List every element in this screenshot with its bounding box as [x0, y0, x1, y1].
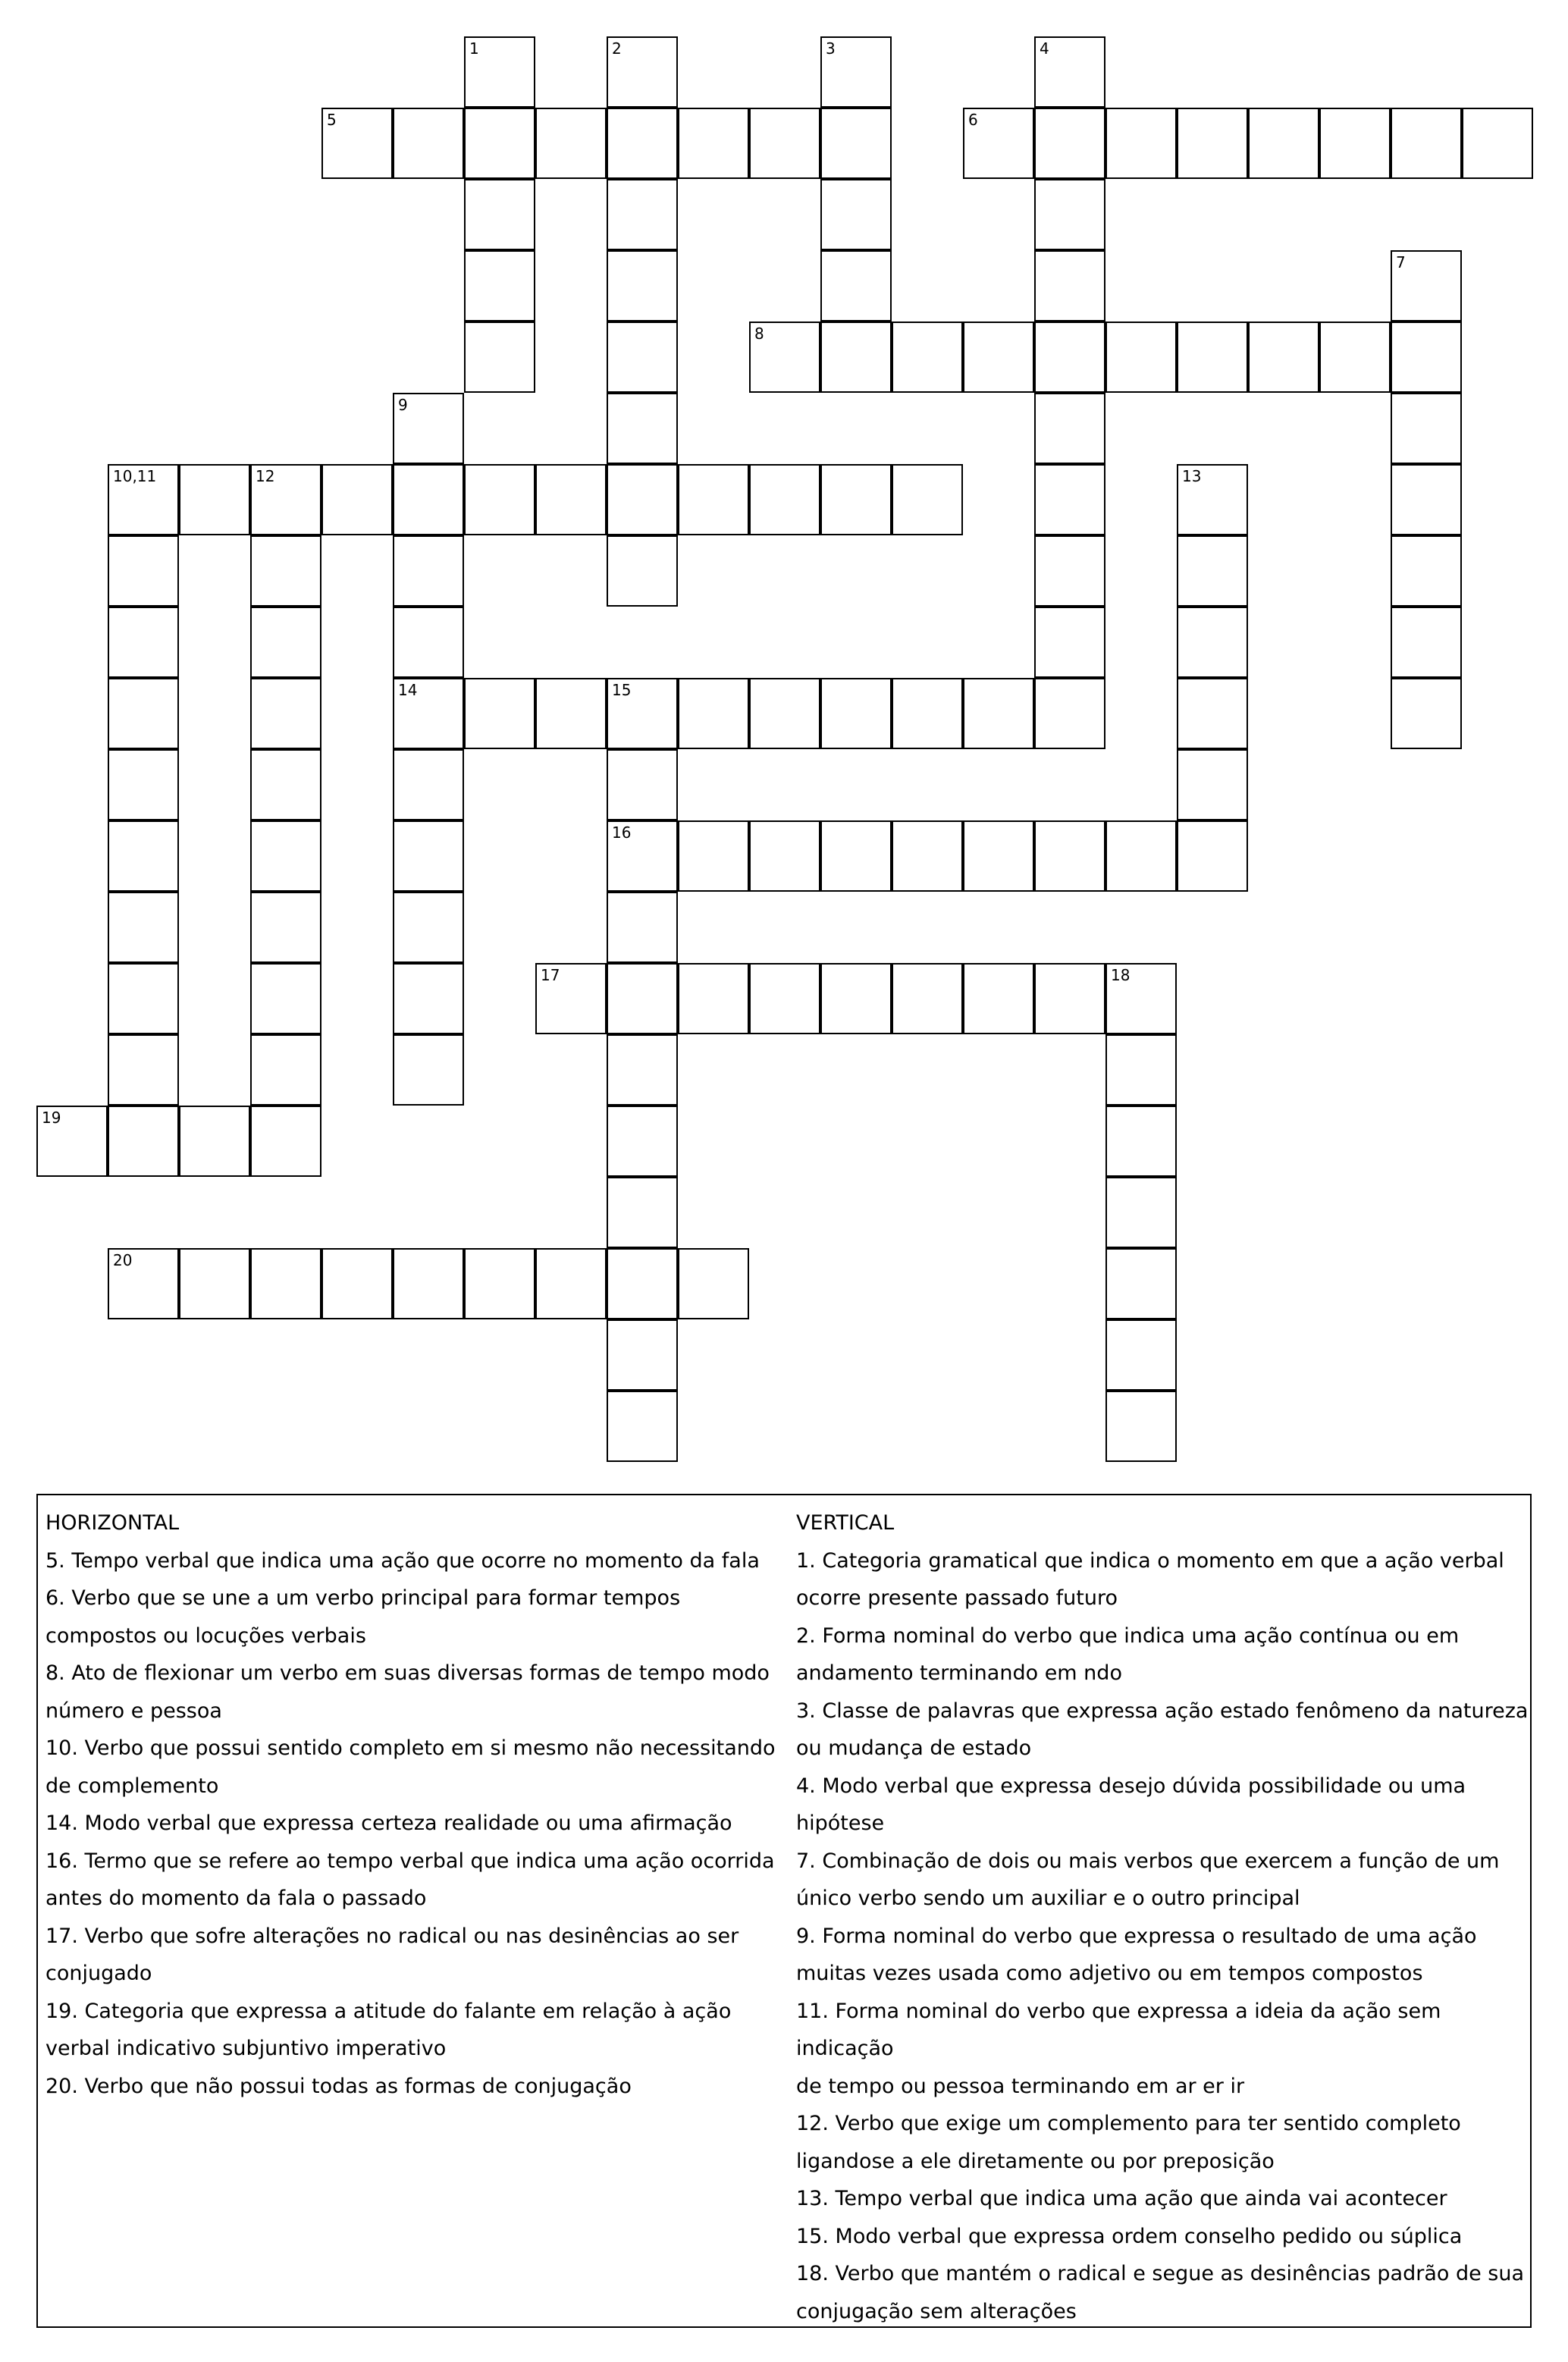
horizontal-clue-line: 19. Categoria que expressa a atitude do falante em relação à ação — [45, 1999, 732, 2023]
horizontal-clue-line: verbal indicativo subjuntivo imperativo — [45, 2037, 447, 2060]
vertical-clue-line: hipótese — [796, 1811, 885, 1835]
crossword-cell[interactable] — [749, 108, 820, 179]
crossword-cell[interactable] — [892, 678, 963, 749]
crossword-cell[interactable] — [250, 678, 321, 749]
vertical-clue-line: conjugação sem alterações — [796, 2299, 1077, 2323]
crossword-cell[interactable] — [1391, 678, 1462, 749]
crossword-cell[interactable] — [1391, 322, 1462, 393]
crossword-cell[interactable] — [108, 1034, 179, 1106]
crossword-cell[interactable] — [607, 820, 678, 892]
vertical-clue-line: 3. Classe de palavras que expressa ação estado fenômeno da natureza — [796, 1699, 1529, 1723]
crossword-cell[interactable] — [464, 36, 535, 108]
vertical-clue-line: ou mudança de estado — [796, 1736, 1032, 1760]
crossword-cell[interactable] — [820, 250, 892, 322]
crossword-cell[interactable] — [1177, 464, 1248, 535]
crossword-cell[interactable] — [179, 1248, 250, 1319]
crossword-cell[interactable] — [1034, 820, 1105, 892]
horizontal-clue-line: 16. Termo que se refere ao tempo verbal que indica uma ação ocorrida — [45, 1849, 775, 1873]
crossword-cell[interactable] — [321, 1248, 393, 1319]
crossword-cell[interactable] — [393, 678, 464, 749]
crossword-cell[interactable] — [393, 1034, 464, 1106]
vertical-clue-line: 1. Categoria gramatical que indica o momento em que a ação verbal — [796, 1548, 1504, 1573]
crossword-cell[interactable] — [250, 963, 321, 1034]
crossword-cell[interactable] — [108, 607, 179, 678]
crossword-cell[interactable] — [963, 322, 1034, 393]
crossword-cell[interactable] — [1034, 36, 1105, 108]
clue-number: 20 — [113, 1251, 133, 1269]
crossword-cell[interactable] — [250, 749, 321, 820]
crossword-cell[interactable] — [963, 820, 1034, 892]
crossword-cell[interactable] — [607, 36, 678, 108]
crossword-cell[interactable] — [820, 36, 892, 108]
clue-number: 16 — [612, 823, 632, 842]
crossword-cell[interactable] — [607, 1319, 678, 1391]
crossword-cell[interactable] — [1177, 678, 1248, 749]
crossword-cell[interactable] — [393, 607, 464, 678]
crossword-cell[interactable] — [749, 322, 820, 393]
vertical-clue-line: 18. Verbo que mantém o radical e segue as desinências padrão de sua — [796, 2262, 1525, 2285]
clue-number: 18 — [1111, 966, 1131, 984]
crossword-cell[interactable] — [678, 963, 749, 1034]
crossword-cell[interactable] — [535, 108, 607, 179]
horizontal-clue-line: 5. Tempo verbal que indica uma ação que ocorre no momento da fala — [45, 1548, 760, 1573]
crossword-cell[interactable] — [1034, 393, 1105, 464]
vertical-clue-line: andamento terminando em ndo — [796, 1661, 1122, 1685]
horizontal-clue-line: 17. Verbo que sofre alterações no radical ou nas desinências ao ser — [45, 1924, 739, 1948]
vertical-clue-line: ocorre presente passado futuro — [796, 1586, 1118, 1610]
crossword-cell[interactable] — [250, 1248, 321, 1319]
clue-number: 10,11 — [113, 467, 157, 485]
crossword-cell[interactable] — [1105, 108, 1177, 179]
clues-box — [36, 1494, 1532, 2328]
crossword-cell[interactable] — [1034, 963, 1105, 1034]
crossword-cell[interactable] — [1391, 250, 1462, 322]
crossword-cell[interactable] — [108, 1106, 179, 1177]
crossword-cell[interactable] — [678, 678, 749, 749]
crossword-cell[interactable] — [607, 1034, 678, 1106]
crossword-cell[interactable] — [820, 179, 892, 250]
crossword-cell[interactable] — [820, 963, 892, 1034]
vertical-clue-line: ligandose a ele diretamente ou por preposição — [796, 2149, 1275, 2173]
horizontal-clue-line: 20. Verbo que não possui todas as formas de conjugação — [45, 2074, 632, 2098]
vertical-clue-line: único verbo sendo um auxiliar e o outro principal — [796, 1887, 1300, 1910]
vertical-clue-line: 13. Tempo verbal que indica uma ação que ainda vai acontecer — [796, 2187, 1447, 2210]
crossword-cell[interactable] — [1105, 1319, 1177, 1391]
crossword-cell[interactable] — [892, 464, 963, 535]
crossword-cell[interactable] — [1391, 108, 1462, 179]
crossword-cell[interactable] — [1319, 108, 1391, 179]
crossword-cell[interactable] — [1177, 535, 1248, 607]
vertical-clue-line: 7. Combinação de dois ou mais verbos que exercem a função de um — [796, 1849, 1500, 1873]
clue-number: 13 — [1182, 467, 1202, 485]
horizontal-heading: HORIZONTAL — [45, 1511, 180, 1535]
crossword-cell[interactable] — [607, 678, 678, 749]
crossword-cell[interactable] — [607, 108, 678, 179]
crossword-cell[interactable] — [1034, 322, 1105, 393]
crossword-cell[interactable] — [1105, 1391, 1177, 1462]
crossword-cell[interactable] — [1034, 250, 1105, 322]
horizontal-clue-line: número e pessoa — [45, 1699, 222, 1723]
crossword-cell[interactable] — [1391, 464, 1462, 535]
crossword-cell[interactable] — [393, 820, 464, 892]
crossword-cell[interactable] — [393, 464, 464, 535]
horizontal-clue-line: de complemento — [45, 1774, 219, 1798]
crossword-cell[interactable] — [607, 393, 678, 464]
crossword-cell[interactable] — [963, 678, 1034, 749]
crossword-cell[interactable] — [250, 892, 321, 963]
crossword-cell[interactable] — [1248, 108, 1319, 179]
crossword-cell[interactable] — [1034, 179, 1105, 250]
crossword-cell[interactable] — [1391, 393, 1462, 464]
crossword-cell[interactable] — [393, 963, 464, 1034]
clue-number: 9 — [398, 396, 408, 414]
crossword-cell[interactable] — [108, 678, 179, 749]
crossword-cell[interactable] — [607, 1391, 678, 1462]
crossword-cell[interactable] — [963, 963, 1034, 1034]
crossword-cell[interactable] — [250, 1106, 321, 1177]
crossword-cell[interactable] — [678, 1248, 749, 1319]
clue-number: 2 — [612, 39, 622, 58]
clue-number: 1 — [469, 39, 479, 58]
vertical-clue-line: de tempo ou pessoa terminando em ar er ir — [796, 2074, 1245, 2098]
crossword-cell[interactable] — [607, 892, 678, 963]
crossword-cell[interactable] — [678, 464, 749, 535]
crossword-cell[interactable] — [892, 322, 963, 393]
crossword-cell[interactable] — [1177, 820, 1248, 892]
crossword-cell[interactable] — [892, 963, 963, 1034]
crossword-cell[interactable] — [321, 464, 393, 535]
vertical-clue-line: 11. Forma nominal do verbo que expressa a ideia da ação sem indicação — [796, 1999, 1441, 2060]
crossword-cell[interactable] — [1034, 678, 1105, 749]
crossword-cell[interactable] — [393, 393, 464, 464]
crossword-cell[interactable] — [321, 108, 393, 179]
crossword-cell[interactable] — [749, 820, 820, 892]
horizontal-clue-line: 8. Ato de flexionar um verbo em suas diversas formas de tempo modo — [45, 1661, 770, 1685]
crossword-cell[interactable] — [1105, 1177, 1177, 1248]
clue-number: 6 — [968, 111, 978, 129]
crossword-cell[interactable] — [1177, 749, 1248, 820]
crossword-cell[interactable] — [820, 820, 892, 892]
crossword-cell[interactable] — [749, 464, 820, 535]
crossword-cell[interactable] — [393, 108, 464, 179]
clue-number: 4 — [1040, 39, 1049, 58]
clue-number: 15 — [612, 681, 632, 699]
crossword-cell[interactable] — [1391, 535, 1462, 607]
crossword-cell[interactable] — [535, 464, 607, 535]
crossword-cell[interactable] — [1391, 607, 1462, 678]
crossword-cell[interactable] — [464, 108, 535, 179]
crossword-cell[interactable] — [1034, 108, 1105, 179]
crossword-cell[interactable] — [393, 535, 464, 607]
crossword-cell[interactable] — [108, 963, 179, 1034]
crossword-cell[interactable] — [250, 1034, 321, 1106]
crossword-cell[interactable] — [678, 108, 749, 179]
crossword-cell[interactable] — [1177, 322, 1248, 393]
crossword-cell[interactable] — [179, 1106, 250, 1177]
vertical-clue-line: muitas vezes usada como adjetivo ou em tempos compostos — [796, 1962, 1423, 1985]
vertical-clue-line: 12. Verbo que exige um complemento para ter sentido completo — [796, 2112, 1461, 2135]
crossword-cell[interactable] — [393, 892, 464, 963]
crossword-cell[interactable] — [607, 250, 678, 322]
clue-number: 7 — [1396, 253, 1406, 271]
crossword-cell[interactable] — [250, 464, 321, 535]
vertical-clue-line: 9. Forma nominal do verbo que expressa o resultado de uma ação — [796, 1924, 1477, 1948]
crossword-cell[interactable] — [607, 1177, 678, 1248]
crossword-cell[interactable] — [820, 678, 892, 749]
crossword-cell[interactable] — [1462, 108, 1533, 179]
crossword-cell[interactable] — [108, 892, 179, 963]
crossword-cell[interactable] — [607, 1106, 678, 1177]
crossword-cell[interactable] — [1177, 108, 1248, 179]
crossword-cell[interactable] — [820, 108, 892, 179]
crossword-cell[interactable] — [1105, 820, 1177, 892]
crossword-cell[interactable] — [1034, 535, 1105, 607]
crossword-cell[interactable] — [108, 1248, 179, 1319]
crossword-cell[interactable] — [607, 535, 678, 607]
clue-number: 8 — [754, 325, 764, 343]
crossword-cell[interactable] — [820, 464, 892, 535]
crossword-cell[interactable] — [464, 179, 535, 250]
crossword-cell[interactable] — [1248, 322, 1319, 393]
crossword-cell[interactable] — [464, 464, 535, 535]
crossword-cell[interactable] — [393, 749, 464, 820]
clue-number: 14 — [398, 681, 418, 699]
horizontal-clue-line: antes do momento da fala o passado — [45, 1887, 427, 1910]
crossword-cell[interactable] — [892, 820, 963, 892]
crossword-cell[interactable] — [1105, 1106, 1177, 1177]
crossword-cell[interactable] — [535, 678, 607, 749]
clue-number: 5 — [327, 111, 337, 129]
crossword-cell[interactable] — [1105, 1034, 1177, 1106]
crossword-cell[interactable] — [749, 678, 820, 749]
crossword-cell[interactable] — [108, 749, 179, 820]
crossword-cell[interactable] — [1105, 1248, 1177, 1319]
crossword-cell[interactable] — [1105, 963, 1177, 1034]
horizontal-clue-line: compostos ou locuções verbais — [45, 1623, 366, 1648]
clue-number: 12 — [256, 467, 275, 485]
crossword-cell[interactable] — [108, 464, 179, 535]
horizontal-clue-line: 6. Verbo que se une a um verbo principal para formar tempos — [45, 1586, 681, 1610]
crossword-cell[interactable] — [108, 535, 179, 607]
crossword-cell[interactable] — [820, 322, 892, 393]
crossword-cell[interactable] — [535, 963, 607, 1034]
crossword-cell[interactable] — [749, 963, 820, 1034]
crossword-cell[interactable] — [607, 749, 678, 820]
crossword-cell[interactable] — [36, 1106, 108, 1177]
crossword-cell[interactable] — [464, 322, 535, 393]
crossword-cell[interactable] — [250, 820, 321, 892]
crossword-cell[interactable] — [1105, 322, 1177, 393]
crossword-cell[interactable] — [179, 464, 250, 535]
crossword-cell[interactable] — [963, 108, 1034, 179]
vertical-clue-line: 2. Forma nominal do verbo que indica uma ação contínua ou em — [796, 1623, 1460, 1648]
horizontal-clue-line: 10. Verbo que possui sentido completo em si mesmo não necessitando — [45, 1736, 776, 1760]
crossword-cell[interactable] — [464, 250, 535, 322]
vertical-heading: VERTICAL — [796, 1511, 895, 1535]
crossword-cell[interactable] — [607, 179, 678, 250]
crossword-cell[interactable] — [108, 820, 179, 892]
vertical-clue-line: 15. Modo verbal que expressa ordem conselho pedido ou súplica — [796, 2224, 1463, 2248]
crossword-cell[interactable] — [607, 464, 678, 535]
clue-number: 3 — [826, 39, 836, 58]
crossword-cell[interactable] — [393, 1248, 464, 1319]
horizontal-clue-line: conjugado — [45, 1962, 152, 1985]
crossword-cell[interactable] — [607, 1248, 678, 1319]
crossword-cell[interactable] — [678, 820, 749, 892]
crossword-cell[interactable] — [250, 535, 321, 607]
crossword-cell[interactable] — [250, 607, 321, 678]
crossword-cell[interactable] — [464, 1248, 535, 1319]
crossword-cell[interactable] — [1034, 607, 1105, 678]
crossword-cell[interactable] — [607, 322, 678, 393]
crossword-cell[interactable] — [1034, 464, 1105, 535]
crossword-cell[interactable] — [1319, 322, 1391, 393]
horizontal-clue-line: 14. Modo verbal que expressa certeza realidade ou uma afirmação — [45, 1811, 732, 1835]
crossword-cell[interactable] — [535, 1248, 607, 1319]
vertical-clues — [796, 1504, 1529, 2330]
clue-number: 17 — [541, 966, 560, 984]
vertical-clue-line: 4. Modo verbal que expressa desejo dúvida possibilidade ou uma — [796, 1774, 1466, 1798]
crossword-cell[interactable] — [464, 678, 535, 749]
horizontal-clues — [45, 1504, 789, 2105]
clue-number: 19 — [42, 1109, 61, 1127]
crossword-cell[interactable] — [607, 963, 678, 1034]
crossword-cell[interactable] — [1177, 607, 1248, 678]
